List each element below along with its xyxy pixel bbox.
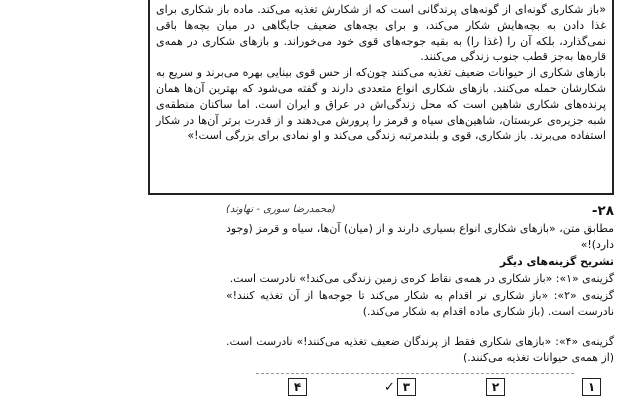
- explanation-option-2: گزینه‌ی «۲»: «باز شکاری نر اقدام به شکار می‌کند تا جوجه‌ها از آن تغذیه کنند!» نادرست است. (باز شکاری ماده اقدام به شکار می‌کند.): [226, 289, 614, 318]
- choice-2-box: ۲: [486, 378, 505, 396]
- explanation-title: تشریح گزینه‌های دیگر: [499, 255, 614, 268]
- choice-1: [582, 378, 601, 396]
- question-credit: (محمدرضا سوری - نهاوند): [226, 204, 336, 215]
- choice-2: [486, 378, 505, 396]
- passage-paragraph-2: بازهای شکاری از حیوانات ضعیف تغذیه می‌کنند چون‌که از حس قوی بینایی بهره می‌برند و سریع به شکارشان حمله می‌کنند. بازهای شکاری انواع متعددی دارند و گفته می‌شود که بهترین آن‌ها همان پرنده‌های شکاری شاهین است که محل زندگی‌اش در عراق و ایران است. اما ساکنان منطقه‌ی شبه جزیره‌ی عربستان، شاهین‌های سیاه و قرمز را پرورش می‌دهند و از قدرت برتر آن‌ها در شکار استفاده می‌برند. باز شکاری، قوی و بلندمرتبه زندگی می‌کند و او نمادی برای بزرگی است!»: [156, 66, 606, 143]
- checkmark-icon: ✓: [384, 379, 395, 395]
- choice-4-box: ۴: [288, 378, 307, 396]
- choice-3-correct: [384, 378, 416, 396]
- question-number: -۲۸: [591, 203, 614, 219]
- answer-text: مطابق متن، «بازهای شکاری انواع بسیاری دارند و از (میان) آن‌ها، سیاه و قرمز (وجود دارد)!»: [226, 222, 614, 251]
- divider-dashed: [256, 373, 574, 374]
- choice-1-box: ۱: [582, 378, 601, 396]
- choice-3-box: ۳: [397, 378, 416, 396]
- question-header: [226, 203, 614, 219]
- passage-paragraph-1: «باز شکاری گونه‌ای از گونه‌های پرندگانی است که از شکارش تغذیه می‌کند. ماده باز شکاری برای غذا دادن به بچه‌هایش شکار می‌کند، و برای بچه‌های ضعیف جایگاهی در میان بچه‌ها باقی نمی‌گذارد، بلکه آن را (غذا را) به بقیه جوجه‌های قوی خود می‌خوراند. و بازهای شکاری در همه‌ی قاره‌ها به‌جز قطب جنوب زندگی می‌کنند.: [156, 3, 606, 64]
- explanation-option-4: گزینه‌ی «۴»: «بازهای شکاری فقط از پرندگان ضعیف تغذیه می‌کنند!» نادرست است. (از همه‌ی حیوانات تغذیه می‌کنند.): [226, 335, 615, 364]
- choice-4: [288, 378, 307, 396]
- explanation-option-1: گزینه‌ی «۱»: «باز شکاری در همه‌ی نقاط کره‌ی زمین زندگی می‌کند!» نادرست است.: [229, 272, 614, 285]
- passage-box: [148, 0, 614, 195]
